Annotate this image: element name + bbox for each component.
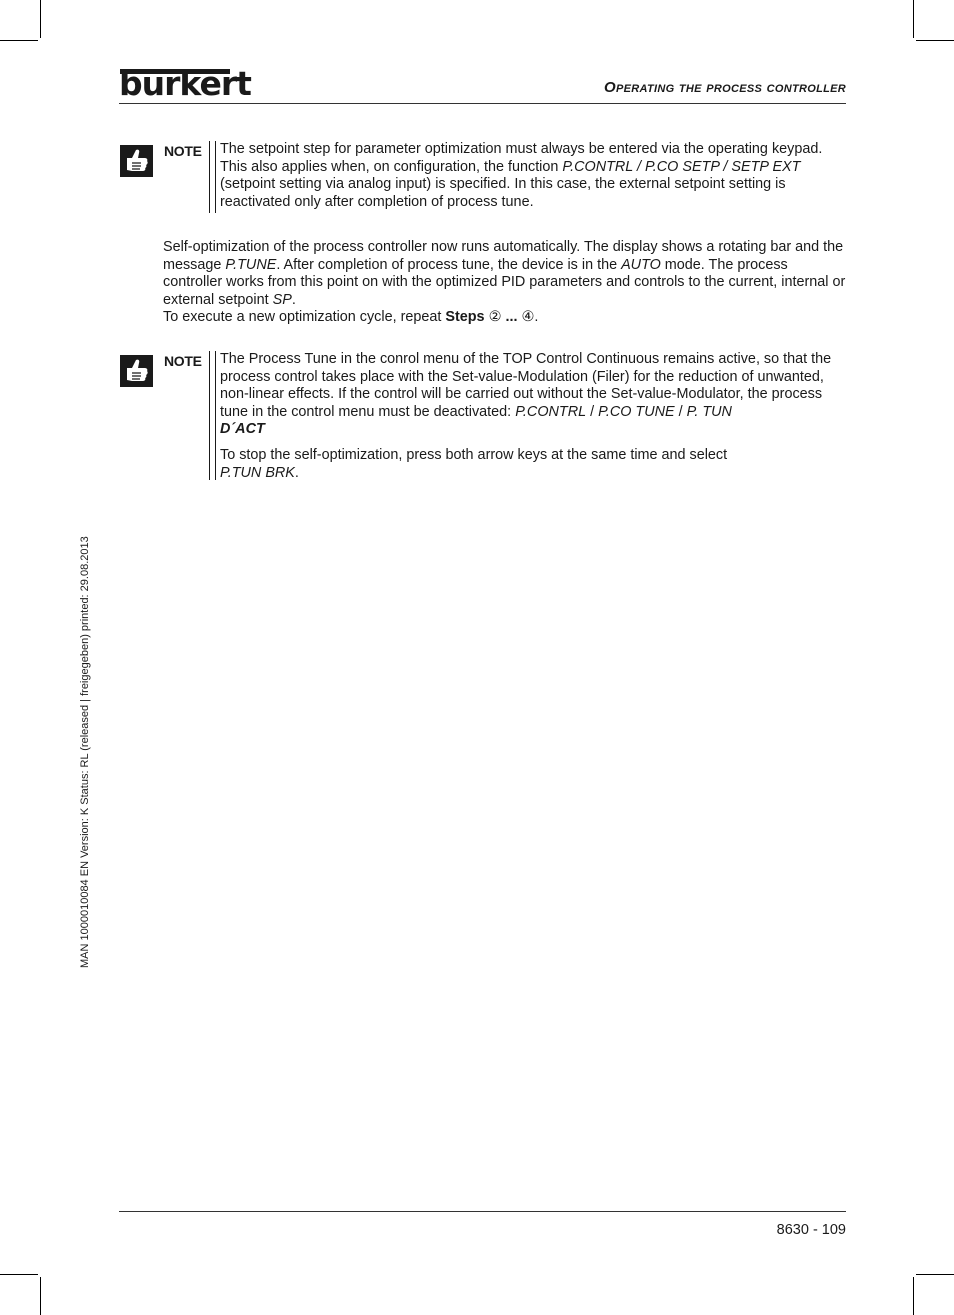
note-divider — [209, 351, 216, 480]
crop-mark — [913, 1277, 914, 1315]
note-text: The Process Tune in the conrol menu of the TOP Control Continuous remains active, so that the process control takes place with the Set-value-Modulation (Filer) for the reduction of unwanted, non-linear effects. If the control will be carried out without the Set-value-Modulator, the process tune in the control menu must be deactivated: P.CONTRL / P.CO TUNE / P. TUN D´ACT To stop the self-optimization, press both arrow keys at the same time and select P.TUN BRK. — [220, 351, 832, 481]
brand-logo: bürkert — [119, 64, 251, 103]
note-box — [120, 351, 850, 480]
crop-mark — [0, 1274, 38, 1275]
note-text: The setpoint step for parameter optimization must always be entered via the operating keypad. This also applies when, on configuration, the function P.CONTRL / P.CO SETP / SETP EXT (setpoint setting via analog input) is specified. In this case, the external setpoint setting is reactivated only after completion of process tune. — [220, 141, 823, 210]
note-label: NOTE — [164, 143, 202, 159]
thumbs-up-hand-icon — [120, 355, 153, 387]
body-text — [163, 239, 848, 327]
note-box — [120, 141, 850, 213]
crop-mark — [916, 1274, 954, 1275]
note-divider — [209, 141, 216, 213]
crop-mark — [916, 40, 954, 41]
crop-mark — [0, 40, 38, 41]
thumbs-up-hand-icon — [120, 145, 153, 177]
page-number: 8630 - 109 — [776, 1222, 846, 1238]
crop-mark — [913, 0, 914, 38]
crop-mark — [40, 1277, 41, 1315]
section-title: Operating the process controller — [604, 79, 846, 96]
header-rule — [119, 103, 846, 104]
paragraph: To execute a new optimization cycle, repeat Steps ② ... ④. — [163, 309, 539, 326]
footer-rule — [119, 1211, 846, 1212]
document-info-sidebar: MAN 1000010084 EN Version: K Status: RL (released | freigegeben) printed: 29.08.2013 — [79, 536, 91, 968]
note-label: NOTE — [164, 353, 202, 369]
paragraph: Self-optimization of the process controller now runs automatically. The display shows a rotating bar and the message P.TUNE. After completion of process tune, the device is in the AUTO mode. The process controller works from this point on with the optimized PID parameters and controls to the current, internal or external setpoint SP. — [163, 239, 846, 308]
crop-mark — [40, 0, 41, 38]
